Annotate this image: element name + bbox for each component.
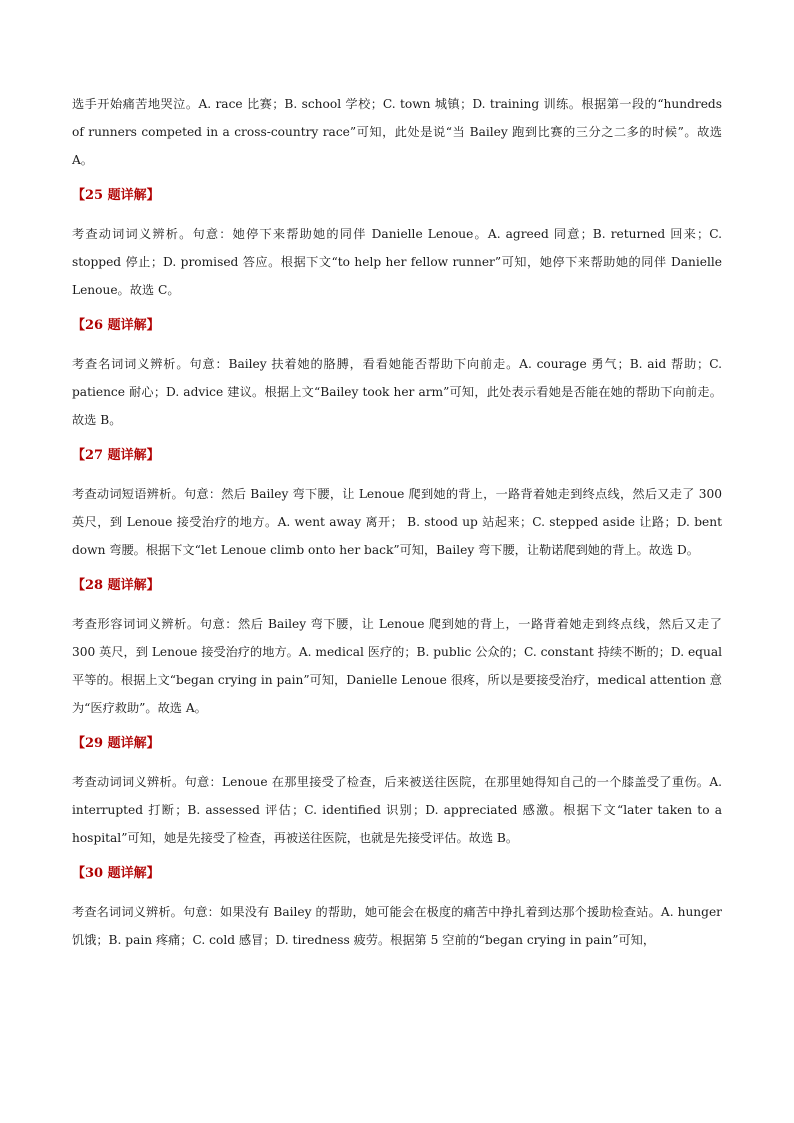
explanation-paragraph-24: 选手开始痛苦地哭泣。A. race 比赛；B. school 学校；C. town 城镇；D. training 训练。根据第一段的“hundreds of runners competed in a cross-country race”可知，此处是说“当 Bailey 跑到比赛的三分之二多的时候”。故选A。 (72, 97, 722, 167)
document-page (72, 90, 722, 954)
question-heading-26: 【26 题详解】 (72, 318, 160, 333)
question-heading-29: 【29 题详解】 (72, 736, 160, 751)
question-heading-28: 【28 题详解】 (72, 578, 160, 593)
question-heading-27: 【27 题详解】 (72, 448, 160, 463)
explanation-paragraph-29: 考查动词词义辨析。句意：Lenoue 在那里接受了检查，后来被送往医院，在那里她得知自己的一个膝盖受了重伤。A. interrupted 打断；B. assessed 评估；C. identified 识别；D. appreciated 感激。根据下文“later taken to a hospital”可知，她是先接受了检查，再被送往医院，也就是先接受评估。故选 B。 (72, 775, 722, 845)
question-heading-30: 【30 题详解】 (72, 866, 160, 881)
explanation-paragraph-27: 考查动词短语辨析。句意：然后 Bailey 弯下腰，让 Lenoue 爬到她的背上，一路背着她走到终点线，然后又走了 300 英尺，到 Lenoue 接受治疗的地方。A. went away 离开； B. stood up 站起来；C. stepped aside 让路；D. bent down 弯腰。根据下文“let Lenoue climb onto her back”可知，Bailey 弯下腰，让勒诺爬到她的背上。故选 D。 (72, 487, 722, 557)
question-heading-25: 【25 题详解】 (72, 188, 160, 203)
explanation-paragraph-28: 考查形容词词义辨析。句意：然后 Bailey 弯下腰，让 Lenoue 爬到她的背上，一路背着她走到终点线，然后又走了 300 英尺，到 Lenoue 接受治疗的地方。A. medical 医疗的；B. public 公众的；C. constant 持续不断的；D. equal 平等的。根据上文“began crying in pain”可知，Danielle Lenoue 很疼，所以是要接受治疗，medical attention 意为“医疗救助”。故选 A。 (72, 617, 722, 715)
explanation-paragraph-25: 考查动词词义辨析。句意：她停下来帮助她的同伴 Danielle Lenoue。A. agreed 同意；B. returned 回来；C. stopped 停止；D. promised 答应。根据下文“to help her fellow runner”可知，她停下来帮助她的同伴 Danielle Lenoue。故选 C。 (72, 227, 722, 297)
explanation-paragraph-30: 考查名词词义辨析。句意：如果没有 Bailey 的帮助，她可能会在极度的痛苦中挣扎着到达那个援助检查站。A. hunger 饥饿；B. pain 疼痛；C. cold 感冒；D. tiredness 疲劳。根据第 5 空前的“began crying in pain”可知， (72, 905, 722, 947)
explanation-paragraph-26: 考查名词词义辨析。句意：Bailey 扶着她的胳膊，看看她能否帮助下向前走。A. courage 勇气；B. aid 帮助；C. patience 耐心；D. advice 建议。根据上文“Bailey took her arm”可知，此处表示看她是否能在她的帮助下向前走。故选 B。 (72, 357, 722, 427)
